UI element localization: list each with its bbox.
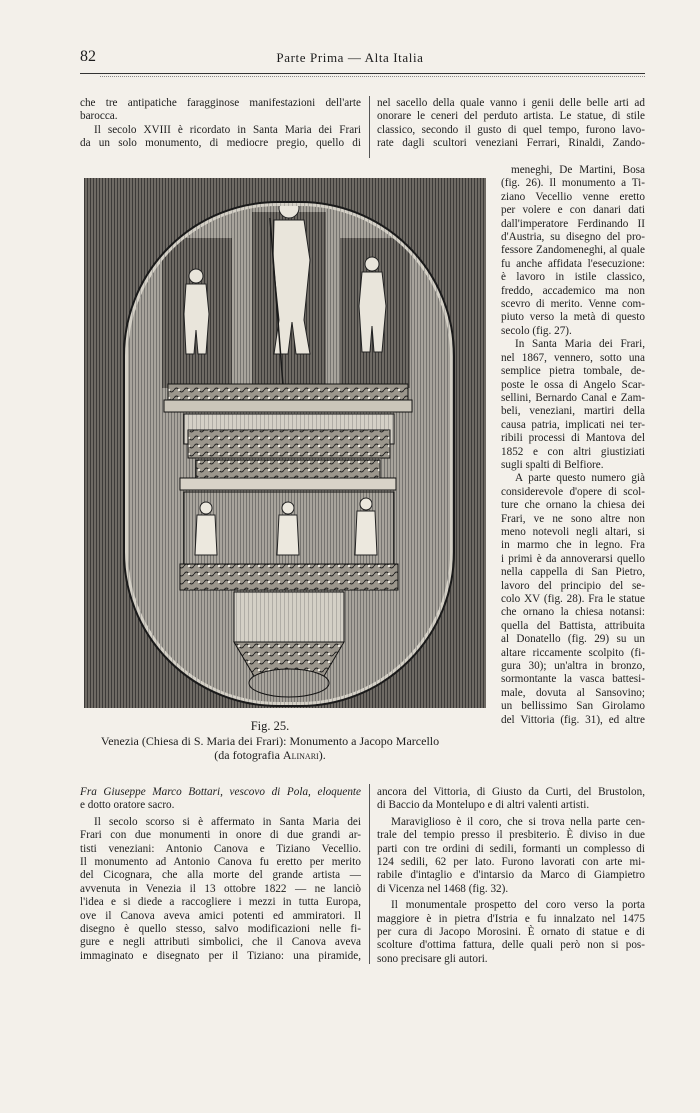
text-line: gure e negli attributi simbolici, che il Canova aveva: [80, 936, 361, 949]
text-line: Maraviglioso è il coro, che si trova nella parte cen-: [391, 815, 645, 828]
header-rule-dotted: [100, 76, 645, 77]
text-line: Il monumentale prospetto del coro verso la porta: [391, 899, 645, 912]
text-line: dall'imperatore Ferdinando II: [501, 217, 645, 230]
text-line: Il monumento ad Antonio Canova fu eretto per merito: [80, 856, 361, 869]
credit-prefix: (da fotografia: [214, 748, 283, 762]
text-line: In Santa Maria dei Frari,: [515, 338, 645, 351]
text-line: fu anche affidata l'esecuzione:: [501, 257, 645, 270]
credit-suffix: ).: [318, 748, 326, 762]
text-line: scolture d'ottima fattura, delle quali però non si pos-: [377, 939, 645, 952]
text-line: l'idea e si diede a raccogliere i mezzi in tutta Europa,: [80, 896, 361, 909]
text-line: trale del tempio presso il presbiterio. È diviso in due: [377, 829, 645, 842]
text-line: semplice pietra tombale, de-: [501, 365, 645, 378]
text-line: in marmo che in legno. Fra: [501, 539, 645, 552]
text-line: da un solo monumento, di mediocre pregio, quello di: [80, 137, 361, 150]
text-line: Il secolo scorso si è affermato in Santa Maria dei: [94, 815, 361, 828]
credit-name: Alinari: [282, 748, 319, 762]
text-line: ribili processi di Mantova del: [501, 432, 645, 445]
text-line: di Baccio da Montelupo e di altri valenti artisti.: [377, 799, 590, 812]
text-line: beli, veneziani, martiri della: [501, 405, 645, 418]
engraving-figure: [84, 178, 486, 708]
text-line: onorare le ceneri del perduto artista. Le statue, di stile: [377, 110, 645, 123]
text-line: (fig. 26). Il monumento a Ti-: [501, 177, 645, 190]
text-line: Il secolo XVIII è ricordato in Santa Maria dei Frari: [94, 123, 361, 136]
text-line: meneghi, De Martini, Bosa: [511, 164, 645, 176]
text-line: immaginato e disegnato per il Tiziano: una piramide,: [80, 949, 361, 962]
figure-number: Fig. 25.: [250, 719, 290, 733]
text-line: considerevole d'opere di scol-: [501, 485, 645, 498]
text-line: maggiore è in pietra d'Istria e fu innalzato nel 1475: [377, 912, 645, 925]
text-line: scevro di merito. Venne com-: [501, 298, 645, 311]
text-line: Fra Giuseppe Marco Bottari, vescovo di Pola, eloquente: [80, 786, 361, 798]
text-line: sellini, Bernardo Canal e Zam-: [501, 391, 645, 404]
figure-caption: [80, 719, 460, 763]
text-line: tisti veneziani: Antonio Canova e Tiziano Vecellio.: [80, 842, 361, 855]
text-line: un bellissimo San Girolamo: [501, 700, 645, 713]
text-line: lavoro del principio del se-: [501, 579, 645, 592]
text-line: di Vicenza nel 1468 (fig. 32).: [377, 882, 509, 895]
text-line: che tre antipatiche faragginose manifestazioni dell'arte: [80, 97, 361, 109]
text-line: nel 1867, vennero, sotto una: [501, 351, 645, 364]
text-line: e dotto oratore sacro.: [80, 799, 175, 812]
text-line: al Donatello (fig. 29) su un: [501, 633, 645, 646]
header-rule: [80, 73, 645, 74]
text-line: causa patria, implicati nei ter-: [501, 418, 645, 431]
monument-engraving: [84, 178, 486, 708]
top-right-text: [377, 97, 645, 151]
top-left-text: [80, 97, 361, 151]
text-line: secolo (fig. 27).: [501, 324, 572, 337]
figure-credit: [80, 748, 460, 763]
text-line: che ornano la chiesa notansi:: [501, 606, 645, 619]
text-line: freddo, accademico ma non: [501, 284, 645, 297]
text-line: Frari con due monumenti in onore di due grandi ar-: [80, 829, 361, 842]
text-line: nel sacello della quale vanno i genii delle belle arti ad: [377, 97, 645, 109]
text-line: rate dagli scultori veneziani Ferrari, Rinaldi, Zando-: [377, 137, 645, 150]
text-line: meno notevoli negli altari, si: [501, 525, 645, 538]
text-line: rabile d'intaglio e d'intarsio da Marco di Giampietro: [377, 869, 645, 882]
text-line: sono precisare gli autori.: [377, 952, 488, 965]
text-line: piuto verso la metà di questo: [501, 311, 645, 324]
text-line: nella cappella di San Pietro,: [501, 566, 645, 579]
side-column-text: [501, 164, 645, 727]
text-line: 124 sedili, 62 per lato. Furono lavorati con arte mi-: [377, 856, 645, 869]
column-divider-top: [369, 96, 370, 158]
text-line: sugli spalti di Belfiore.: [501, 458, 604, 471]
text-line: del Cicognara, che alla morte del grande artista —: [80, 869, 361, 882]
text-line: ove il Canova aveva amici potenti ed ammiratori. Il: [80, 909, 361, 922]
text-line: male, dovuta al Sansovino;: [501, 686, 645, 699]
bottom-left-text: [80, 786, 361, 963]
text-line: colo XV (fig. 28). Fra le statue: [501, 593, 645, 605]
text-line: classico, secondo il gusto di quel tempo, furono lavo-: [377, 123, 645, 136]
figure-caption-text: Venezia (Chiesa di S. Maria dei Frari): Monumento a Jacopo Marcello: [100, 733, 440, 748]
running-title: Parte Prima — Alta Italia: [276, 50, 424, 65]
text-line: sormontante la vasca battesi-: [501, 673, 645, 686]
text-line: d'Austria, su disegno del pro-: [501, 231, 645, 244]
text-line: altare riccamente scolpito (fi-: [501, 646, 645, 659]
text-line: A parte questo numero già: [515, 472, 645, 485]
text-line: ture che ornano la chiesa dei: [501, 499, 645, 512]
text-line: disegno è quello stesso, salvo modificazioni nelle fi-: [80, 923, 361, 936]
text-line: del Vittoria (fig. 31), ed altre: [501, 713, 645, 726]
column-divider-bottom: [369, 784, 370, 964]
text-line: parti con tre ordini di sedili, formanti un complesso di: [377, 842, 645, 855]
text-line: Frari, ve ne sono altre non: [501, 512, 645, 525]
text-line: poste le ossa di Angelo Scar-: [501, 378, 645, 391]
text-line: gura 30); un'altra in bronzo,: [501, 660, 645, 673]
text-line: fessore Zandomeneghi, al quale: [501, 244, 645, 257]
text-line: avvenuta in Venezia il 13 ottobre 1822 — ne lanciò: [80, 882, 361, 895]
page-number: 82: [80, 48, 96, 65]
bottom-right-text: [377, 786, 645, 966]
text-line: ancora del Vittoria, di Giusto da Curti, del Brustolon,: [377, 786, 645, 798]
text-line: barocca.: [80, 110, 118, 123]
text-line: ziano Vecellio venne eretto: [501, 190, 645, 203]
text-line: è lavoro in istile classico,: [501, 271, 645, 284]
text-line: per cura di Jacopo Morosini. È ornato di statue e di: [377, 926, 645, 939]
text-line: 1852 e con altri giustiziati: [501, 445, 645, 458]
text-line: per volere e con danari dati: [501, 204, 645, 217]
text-line: i primi è da annoverarsi quello: [501, 552, 645, 565]
text-line: quella del Battista, attribuita: [501, 619, 645, 632]
